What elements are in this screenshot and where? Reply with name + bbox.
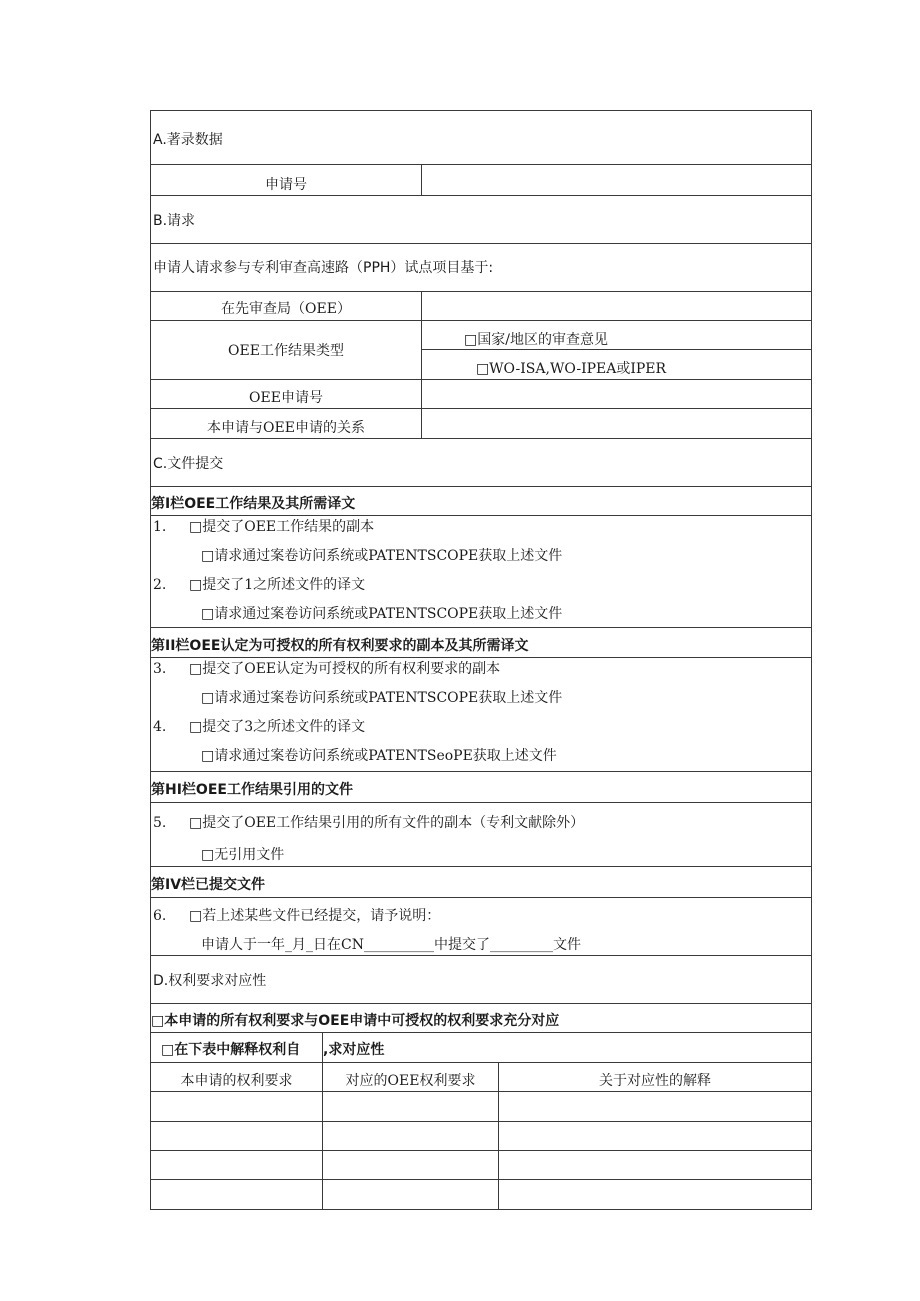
item1-sub-checkbox[interactable]: □请求通过案卷访问系统或PATENTSCOPE获取上述文件 xyxy=(201,548,563,564)
item5-checkbox[interactable]: □提交了OEE工作结果引用的所有文件的副本（专利文献除外） xyxy=(189,815,585,831)
col3-title: 第HI栏OEE工作结果引用的文件 xyxy=(151,782,353,798)
item6-number: 6. xyxy=(153,908,167,924)
option-wo-isa[interactable]: □WO-ISA,WO-IPEA或IPER xyxy=(475,361,667,377)
oee-app-no-label: OEE申请号 xyxy=(249,390,323,406)
oee-app-no-field[interactable] xyxy=(422,380,811,408)
application-no-label: 申请号 xyxy=(265,177,307,193)
section-b-title: B.请求 xyxy=(153,213,196,229)
item2-checkbox[interactable]: □提交了1之所述文件的译文 xyxy=(189,577,366,593)
pph-request-form xyxy=(150,110,812,1210)
relation-label: 本申请与OEE申请的关系 xyxy=(207,420,365,436)
table-row[interactable] xyxy=(151,1151,811,1179)
item3-sub-checkbox[interactable]: □请求通过案卷访问系统或PATENTSCOPE获取上述文件 xyxy=(201,690,563,706)
oee-label: 在先审查局（OEE） xyxy=(221,301,351,317)
relation-field[interactable] xyxy=(422,409,811,437)
item4-number: 4. xyxy=(153,719,167,735)
item6-checkbox[interactable]: □若上述某些文件已经提交，请予说明： xyxy=(189,908,441,924)
oee-work-type-label: OEE工作结果类型 xyxy=(228,343,344,359)
option-explain-in-table[interactable]: □在下表中解释权利自 xyxy=(161,1042,301,1058)
item2-sub-checkbox[interactable]: □请求通过案卷访问系统或PATENTSCOPE获取上述文件 xyxy=(201,606,563,622)
section-a-title: A.著录数据 xyxy=(153,132,223,148)
item5-number: 5. xyxy=(153,815,167,831)
item5-sub-checkbox[interactable]: □无引用文件 xyxy=(201,847,285,863)
item3-checkbox[interactable]: □提交了OEE认定为可授权的所有权利要求的副本 xyxy=(189,661,501,677)
item6-filing-statement[interactable]: 申请人于一年_月_日在CN__________中提交了_________文件 xyxy=(201,937,581,953)
option-explain-in-table-cont: ,求对应性 xyxy=(323,1042,385,1058)
option-full-correspondence[interactable]: □本申请的所有权利要求与OEE申请中可授权的权利要求充分对应 xyxy=(151,1013,560,1029)
table-row[interactable] xyxy=(151,1092,811,1121)
col2-title: 第II栏OEE认定为可授权的所有权利要求的副本及其所需译文 xyxy=(151,638,529,654)
section-d-title: D.权利要求对应性 xyxy=(153,973,267,989)
application-no-field[interactable] xyxy=(422,165,811,194)
oee-field[interactable] xyxy=(422,292,811,320)
item4-checkbox[interactable]: □提交了3之所述文件的译文 xyxy=(189,719,366,735)
col4-title: 第IV栏已提交文件 xyxy=(151,877,266,893)
table-header-explanation: 关于对应性的解释 xyxy=(599,1073,711,1089)
section-c-title: C.文件提交 xyxy=(153,456,224,472)
item1-number: 1. xyxy=(153,519,167,535)
pph-request-text: 申请人请求参与专利审查高速路（PPH）试点项目基于: xyxy=(153,260,494,276)
option-national-opinion[interactable]: □国家/地区的审查意见 xyxy=(464,332,608,348)
item4-sub-checkbox[interactable]: □请求通过案卷访问系统或PATENTSeoPE获取上述文件 xyxy=(201,748,557,764)
item1-checkbox[interactable]: □提交了OEE工作结果的副本 xyxy=(189,519,375,535)
table-row[interactable] xyxy=(151,1180,811,1209)
table-header-oee-claims: 对应的OEE权利要求 xyxy=(345,1073,476,1089)
item3-number: 3. xyxy=(153,661,167,677)
table-header-claims: 本申请的权利要求 xyxy=(180,1073,293,1089)
item2-number: 2. xyxy=(153,577,167,593)
col1-title: 第I栏OEE工作结果及其所需译文 xyxy=(151,496,356,512)
table-row[interactable] xyxy=(151,1122,811,1150)
